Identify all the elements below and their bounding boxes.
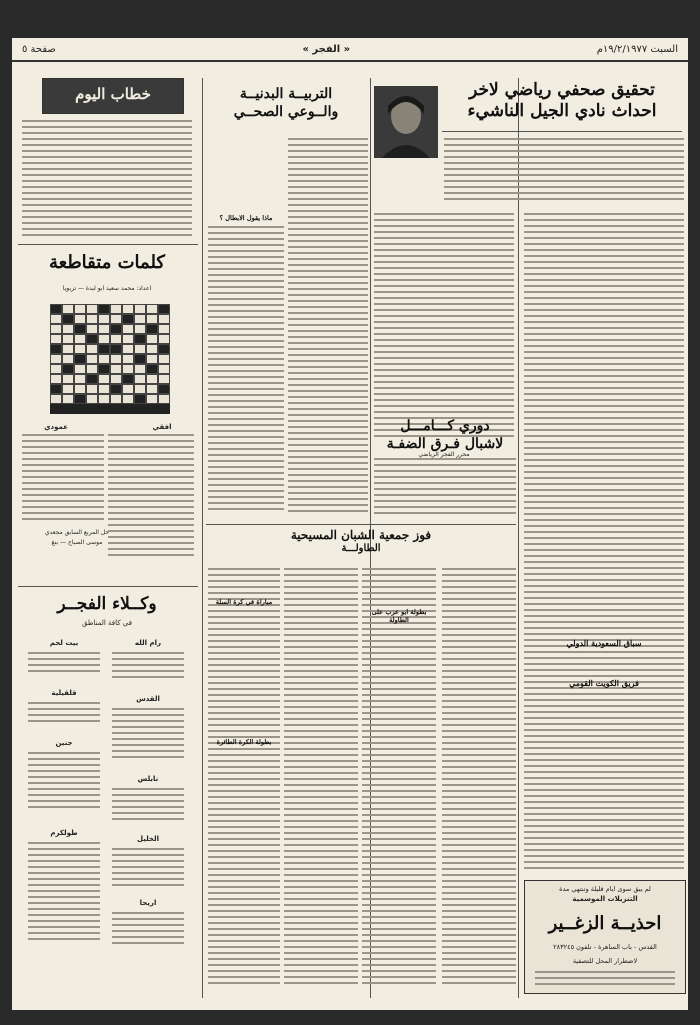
lead-headline	[442, 80, 682, 123]
crossword-grid[interactable]	[50, 304, 170, 414]
agent-city: بيت لحم	[49, 639, 79, 647]
column-rule	[518, 78, 519, 998]
page-header	[12, 38, 688, 62]
crossword-prev-solution-2: موسى الصباح — بنغ	[51, 539, 103, 546]
portrait-image	[374, 86, 438, 158]
education-headline	[206, 86, 366, 121]
header-paper-name: « الفجر »	[302, 43, 351, 55]
divider	[442, 131, 682, 132]
agent-entries	[112, 912, 184, 952]
crossword-prev-solution: حل المربع السابق مجعدي	[44, 529, 110, 536]
agent-entries	[112, 788, 184, 828]
agent-entries	[28, 702, 100, 732]
advert-address: القدس - باب الساهرة - تلفون ٢٨٣٢٤٥	[553, 943, 657, 951]
author-photo	[374, 86, 438, 158]
education-headline-line-2: والــوعي الصحــي	[233, 103, 339, 120]
education-headline-line-1: التربيــة البدنيــة	[239, 86, 333, 102]
header-page-label: صفحة ٥	[22, 43, 56, 55]
agent-entries	[28, 842, 100, 952]
agent-entries	[112, 708, 184, 768]
agent-city: جنين	[55, 739, 73, 747]
agent-city: اريحا	[139, 899, 157, 907]
agents-subtitle: في كافة المناطق	[82, 619, 132, 627]
ymca-headline-line-1: فوز جمعية الشبان المسيحية	[290, 528, 432, 542]
crossword-vertical-label: عمودي	[44, 423, 68, 431]
agent-city: القدس	[136, 695, 160, 703]
agent-entries	[112, 652, 184, 688]
column-title-box	[42, 78, 184, 114]
newspaper-page	[12, 38, 688, 1010]
agent-entries	[28, 752, 100, 822]
agent-city: طولكرم	[50, 829, 78, 837]
crossword-title: كلمات متقاطعة	[49, 252, 165, 273]
left-middle-body	[208, 568, 280, 988]
divider	[18, 586, 198, 587]
lead-body-text-col-3	[374, 213, 514, 443]
advert-line-1: لم يبق سوى ايام قليلة وتنتهي مدة	[559, 885, 651, 893]
dawri-headline	[374, 418, 516, 453]
agent-city: الخليل	[136, 835, 160, 843]
ymca-body-col-2	[362, 568, 436, 988]
crossword-vertical-clues	[22, 434, 104, 524]
champions-body-text	[208, 226, 284, 516]
crossword-horizontal-label: افقي	[152, 423, 172, 431]
education-body-text	[288, 138, 368, 518]
agent-city: قلقيلية	[51, 689, 77, 697]
ymca-body-col-1	[442, 568, 516, 988]
sports-subhead-saudi: سباق السعودية الدولي	[566, 638, 642, 648]
sports-subhead-kuwait: فريق الكويت القومي	[569, 678, 639, 688]
divider	[206, 524, 516, 525]
lead-headline-line-1: تحقيق صحفي رياضي لاخر	[469, 80, 655, 100]
dawri-body-text	[374, 458, 516, 518]
column-body-text	[22, 120, 192, 240]
dawri-headline-line-1: دوري كـــامـــل	[400, 418, 490, 434]
divider	[18, 244, 198, 245]
agent-city: نابلس	[137, 775, 159, 783]
ymca-headline-line-2: الطاولـــة	[341, 543, 381, 554]
lead-headline-line-2: احداث نادي الجيل الناشيء	[467, 101, 657, 122]
dawri-headline-line-2: لاشبال فـرق الضفـة	[386, 435, 504, 452]
sports-subhead-champions: ماذا يقول الابطال ؟	[219, 214, 273, 222]
lead-body-text-col-2	[524, 213, 684, 873]
header-date: السبت ١٩/٢/١٩٧٧م	[596, 43, 678, 55]
agent-entries	[28, 652, 100, 682]
agent-city: رام الله	[134, 639, 162, 647]
photo-caption: محرر الفجر الرياضي	[418, 451, 470, 458]
advert-note: لاضطرار المحل للتصفية	[572, 957, 638, 965]
volleyball-subhead: بطولة الكرة الطائرة	[216, 738, 272, 746]
lead-body-text	[444, 138, 684, 208]
crossword-author: اعداد: محمد سعيد ابو لبدة — تربويا	[62, 285, 152, 292]
advert-line-2: التنزيلات الموسمية	[572, 895, 638, 903]
basketball-subhead: مباراة في كرة السلة	[215, 598, 273, 606]
advert-box	[524, 880, 686, 994]
agent-entries	[112, 848, 184, 892]
agents-title: وكــلاء الفجــر	[57, 594, 157, 614]
column-title: خطاب اليوم	[75, 85, 151, 103]
ymca-body-col-3	[284, 568, 358, 988]
column-rule	[202, 78, 203, 998]
advert-brand: احذيــة الزغــير	[548, 913, 662, 934]
ymca-headline	[206, 528, 516, 556]
tennis-subhead: بطولة ابو عرب على الطاولة	[371, 608, 427, 625]
